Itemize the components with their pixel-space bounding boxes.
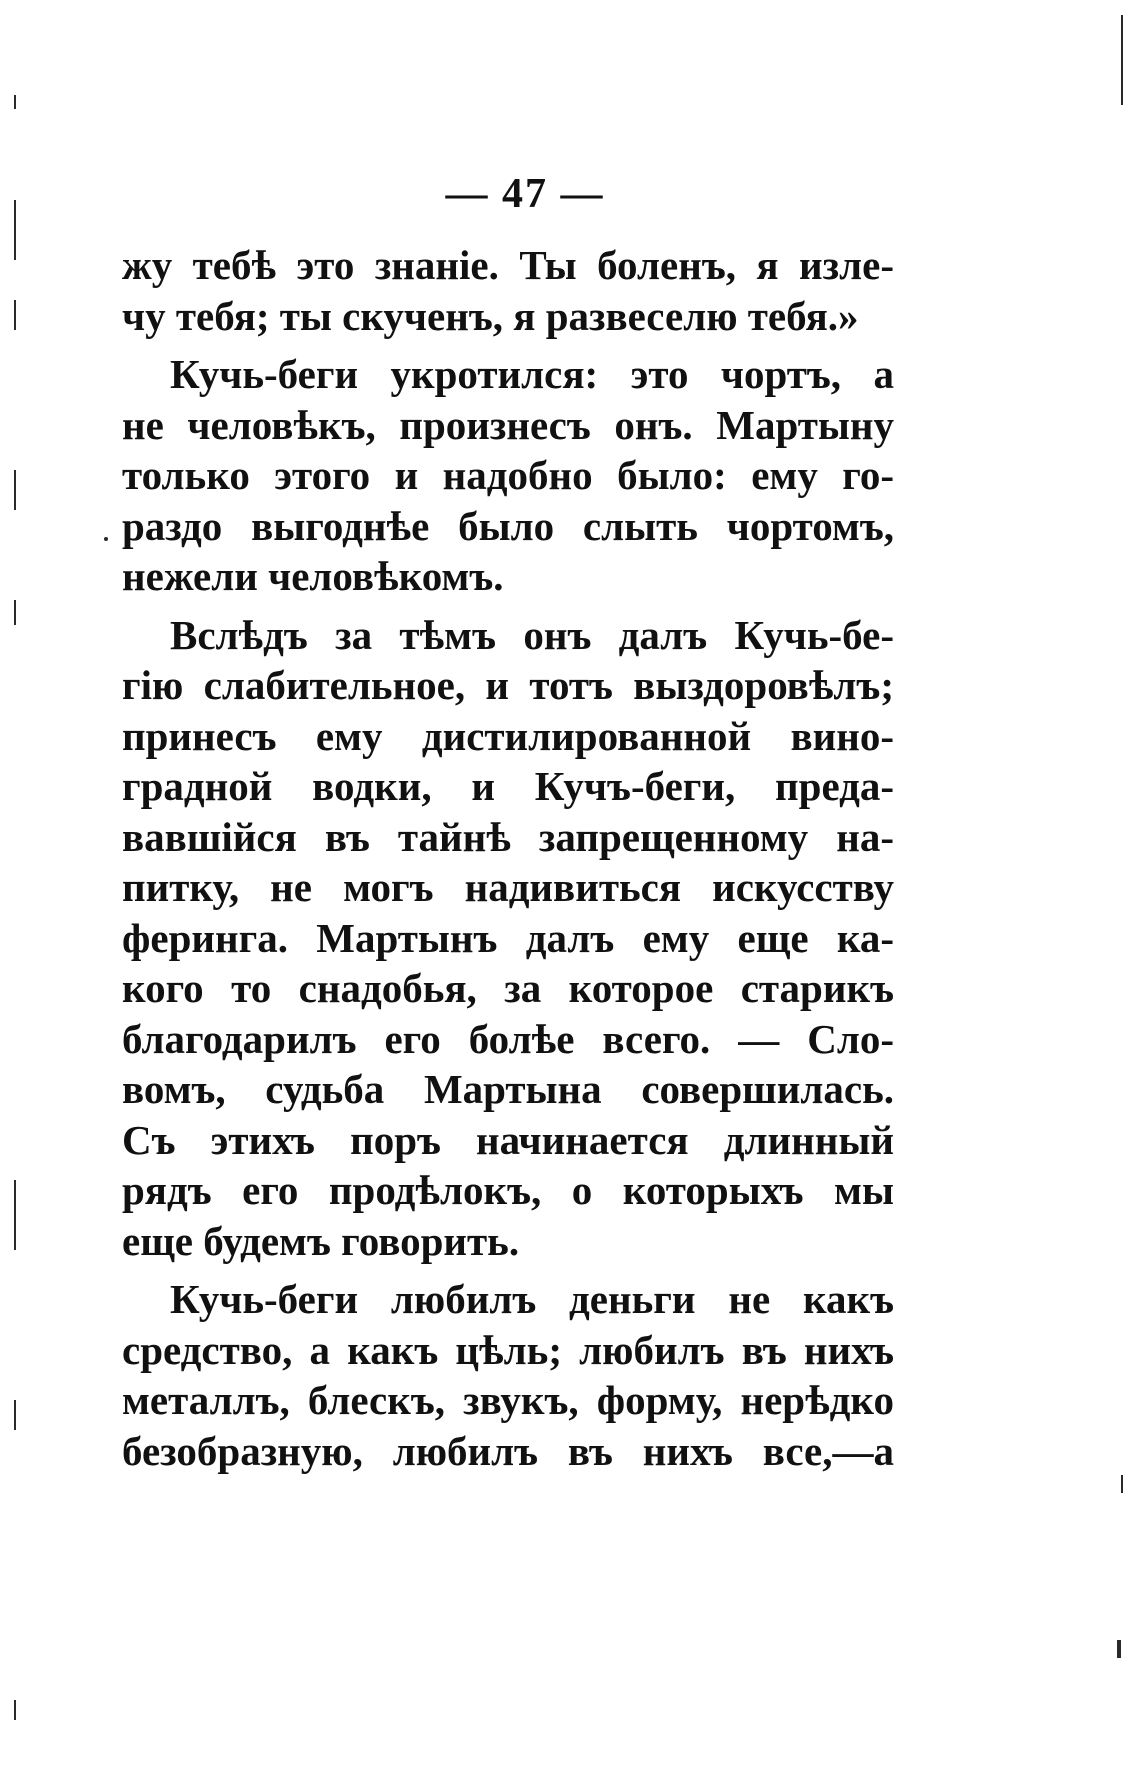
scan-artifact [1121, 15, 1123, 105]
text-line: Съ этихъ поръ начинается длинный [122, 1116, 894, 1163]
page-number: — 47 — [445, 171, 605, 217]
scan-artifact [14, 600, 16, 625]
paragraph-4 [122, 1274, 894, 1476]
text-line: жу тебѣ это знаніе. Ты боленъ, я излe- [122, 242, 894, 288]
text-line: чу тебя; ты скученъ, я развеселю тебя.» [122, 292, 859, 339]
scan-artifact [14, 1400, 16, 1430]
scan-artifact [14, 200, 16, 260]
paragraph-2 [122, 349, 894, 602]
scan-artifact [14, 1700, 16, 1720]
scan-artifact [1117, 1640, 1121, 1658]
scan-artifact [14, 470, 16, 510]
paragraph-3 [122, 610, 894, 1267]
text-line: Кучь-беги укротился: это чортъ, а [170, 351, 894, 397]
text-line: средство, а какъ цѣль; любилъ въ нихъ [122, 1326, 894, 1373]
text-line: благодарилъ его болѣе всего. — Сло- [122, 1015, 894, 1062]
text-line: принесъ ему дистилированной вино- [122, 712, 894, 759]
scan-artifact [14, 95, 16, 109]
text-line: только этого и надобно было: ему го- [122, 452, 894, 498]
text-line: гію слабительное, и тотъ выздоровѣлъ; [122, 662, 894, 708]
scan-artifact [14, 1180, 16, 1250]
text-line: феринга. Мартынъ далъ ему еще ка- [122, 914, 894, 961]
text-line: безобразную, любилъ въ нихъ все,—а [122, 1427, 894, 1474]
text-line: градной водки, и Кучъ-беги, преда- [122, 763, 894, 809]
text-line: нежели человѣкомъ. [122, 553, 504, 599]
text-line: не человѣкъ, произнесъ онъ. Мартыну [122, 401, 894, 448]
page-body-text [122, 240, 894, 1476]
text-line: питку, не могъ надивиться искусству [122, 864, 894, 910]
text-line: рядъ его продѣлокъ, о которыхъ мы [122, 1167, 894, 1213]
text-line: вавшійся въ тайнѣ запрещенному на- [122, 813, 894, 860]
text-line: вомъ, судьба Мартына совершилась. [122, 1066, 894, 1112]
text-line: Кучь-беги любилъ деньги не какъ [170, 1276, 894, 1322]
scan-artifact [14, 300, 16, 330]
text-line: металлъ, блескъ, звукъ, форму, нерѣдко [122, 1377, 894, 1423]
text-line: еще будемъ говорить. [122, 1217, 520, 1264]
scan-artifact [104, 537, 108, 541]
text-line: раздо выгоднѣе было слыть чортомъ, [122, 502, 894, 549]
paragraph-1 [122, 240, 894, 341]
text-line: кого то снадобья, за которое старикъ [122, 965, 894, 1011]
scan-artifact [1121, 1475, 1123, 1493]
text-line: Вслѣдъ за тѣмъ онъ далъ Кучь-бе- [170, 611, 894, 658]
